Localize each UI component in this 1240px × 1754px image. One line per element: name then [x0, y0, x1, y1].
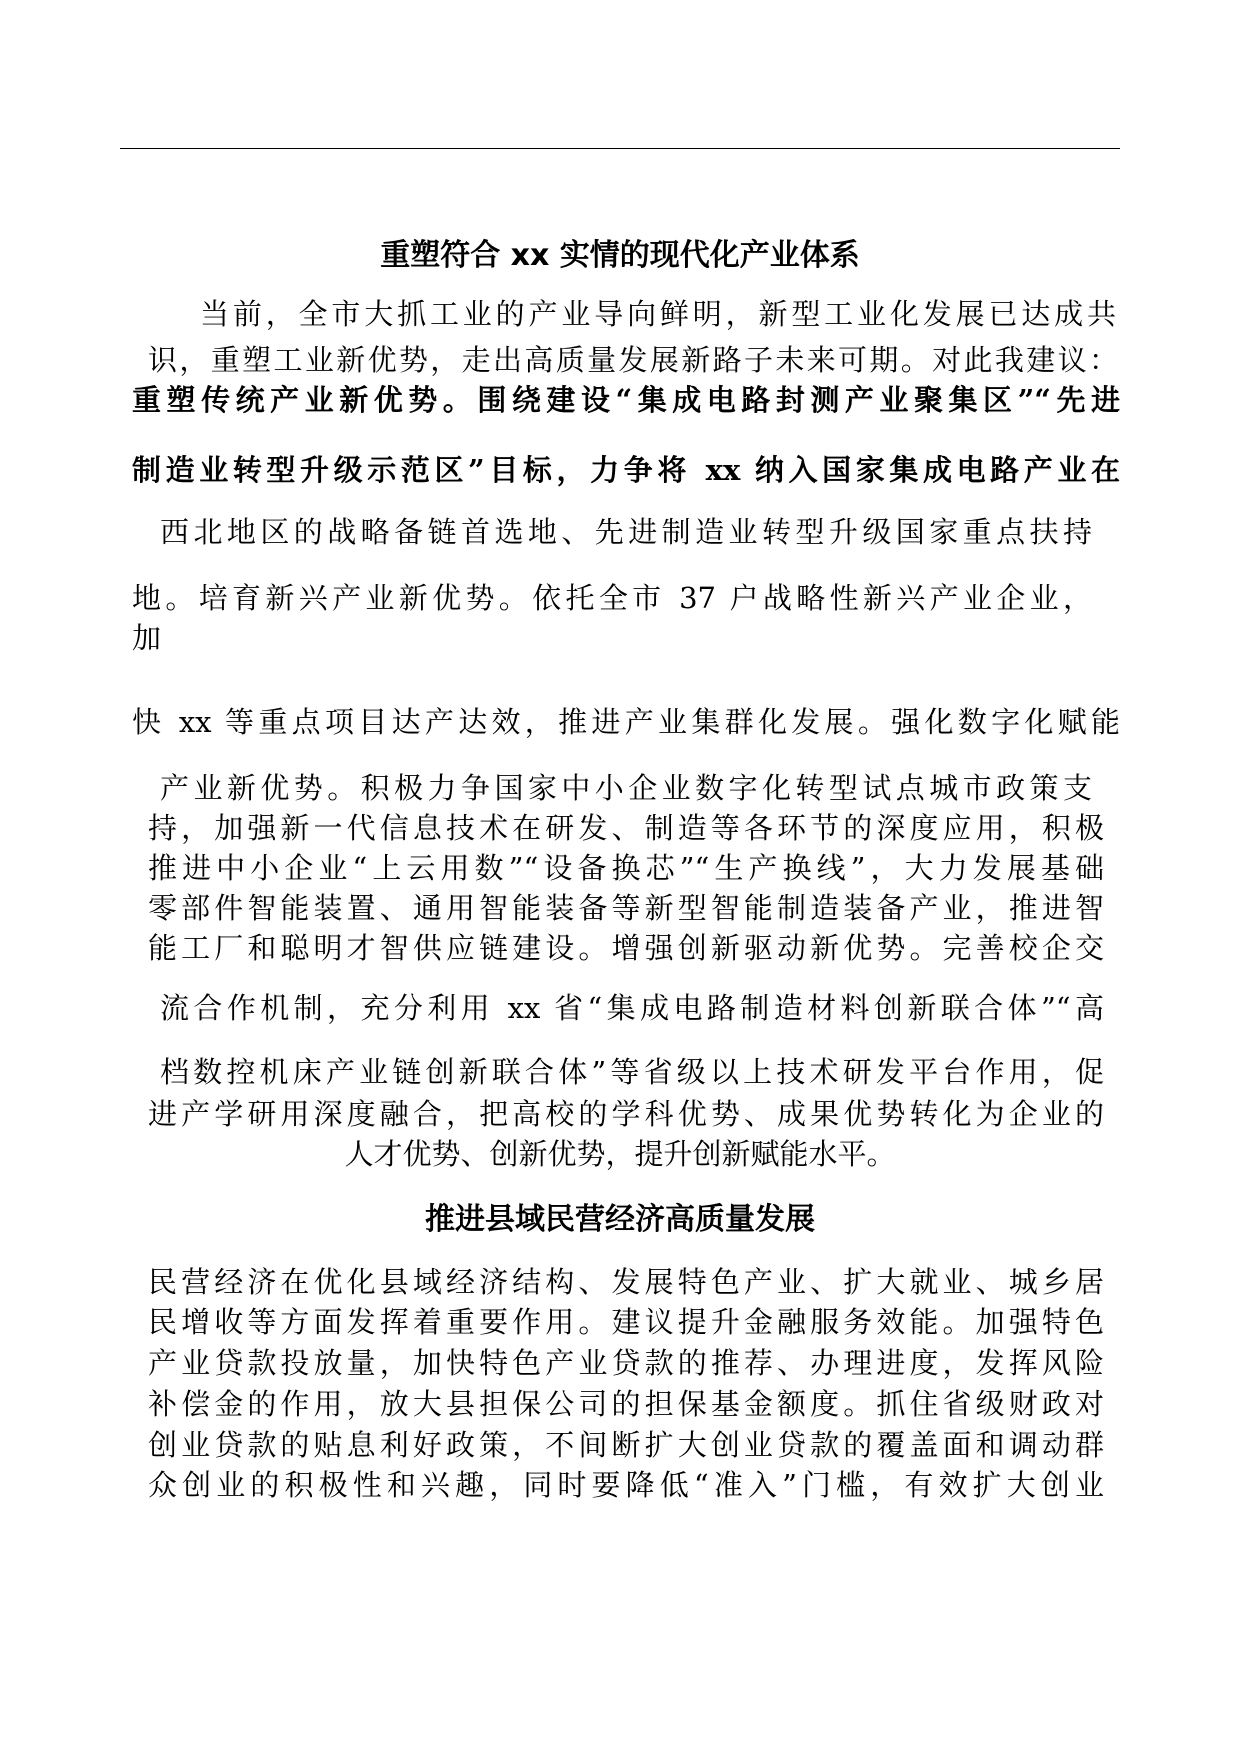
paragraph-line: 产业新优势。积极力争国家中小企业数字化转型试点城市政策支 — [160, 771, 1092, 805]
header-rule — [120, 148, 1120, 149]
paragraph-line: 众创业的积极性和兴趣，同时要降低“准入”门槛，有效扩大创业 — [148, 1468, 1104, 1502]
paragraph-line: 流合作机制，充分利用 xx 省“集成电路制造材料创新联合体”“高 — [160, 991, 1104, 1025]
paragraph-line: 地。培育新兴产业新优势。依托全市 37 户战略性新兴产业企业， — [132, 581, 1092, 615]
paragraph-line: 民增收等方面发挥着重要作用。建议提升金融服务效能。加强特色 — [148, 1305, 1104, 1339]
paragraph-line-bold: 制造业转型升级示范区”目标，力争将 xx 纳入国家集成电路产业在 — [132, 453, 1120, 487]
paragraph-line: 西北地区的战略备链首选地、先进制造业转型升级国家重点扶持 — [160, 515, 1092, 549]
paragraph-line: 持，加强新一代信息技术在研发、制造等各环节的深度应用，积极 — [148, 811, 1104, 845]
paragraph-line: 能工厂和聪明才智供应链建设。增强创新驱动新优势。完善校企交 — [148, 931, 1104, 965]
paragraph-line: 加 — [132, 621, 162, 655]
section-title-2: 推进县域民营经济高质量发展 — [425, 1202, 815, 1237]
paragraph-line: 产业贷款投放量，加快特色产业贷款的推荐、办理进度，发挥风险 — [148, 1346, 1104, 1380]
paragraph-line: 快 xx 等重点项目达产达效，推进产业集群化发展。强化数字化赋能 — [132, 705, 1120, 739]
paragraph-line: 推进中小企业“上云用数”“设备换芯”“生产换线”，大力发展基础 — [148, 851, 1104, 885]
paragraph-line: 补偿金的作用，放大县担保公司的担保基金额度。抓住省级财政对 — [148, 1387, 1104, 1421]
paragraph-line: 零部件智能装置、通用智能装备等新型智能制造装备产业，推进智 — [148, 891, 1104, 925]
paragraph-line: 进产学研用深度融合，把高校的学科优势、成果优势转化为企业的 — [148, 1097, 1104, 1131]
paragraph-line: 识，重塑工业新优势，走出高质量发展新路子未来可期。对此我建议： — [148, 343, 1118, 377]
paragraph-line: 档数控机床产业链创新联合体”等省级以上技术研发平台作用，促 — [160, 1055, 1104, 1089]
paragraph-line: 当前，全市大抓工业的产业导向鲜明，新型工业化发展已达成共 — [200, 297, 1116, 331]
section-title-1: 重塑符合 xx 实情的现代化产业体系 — [380, 238, 860, 273]
paragraph-line: 创业贷款的贴息利好政策，不间断扩大创业贷款的覆盖面和调动群 — [148, 1428, 1104, 1462]
paragraph-line: 民营经济在优化县域经济结构、发展特色产业、扩大就业、城乡居 — [148, 1265, 1104, 1299]
paragraph-line-bold: 重塑传统产业新优势。围绕建设“集成电路封测产业聚集区”“先进 — [132, 383, 1120, 417]
paragraph-line: 人才优势、创新优势，提升创新赋能水平。 — [344, 1137, 896, 1171]
